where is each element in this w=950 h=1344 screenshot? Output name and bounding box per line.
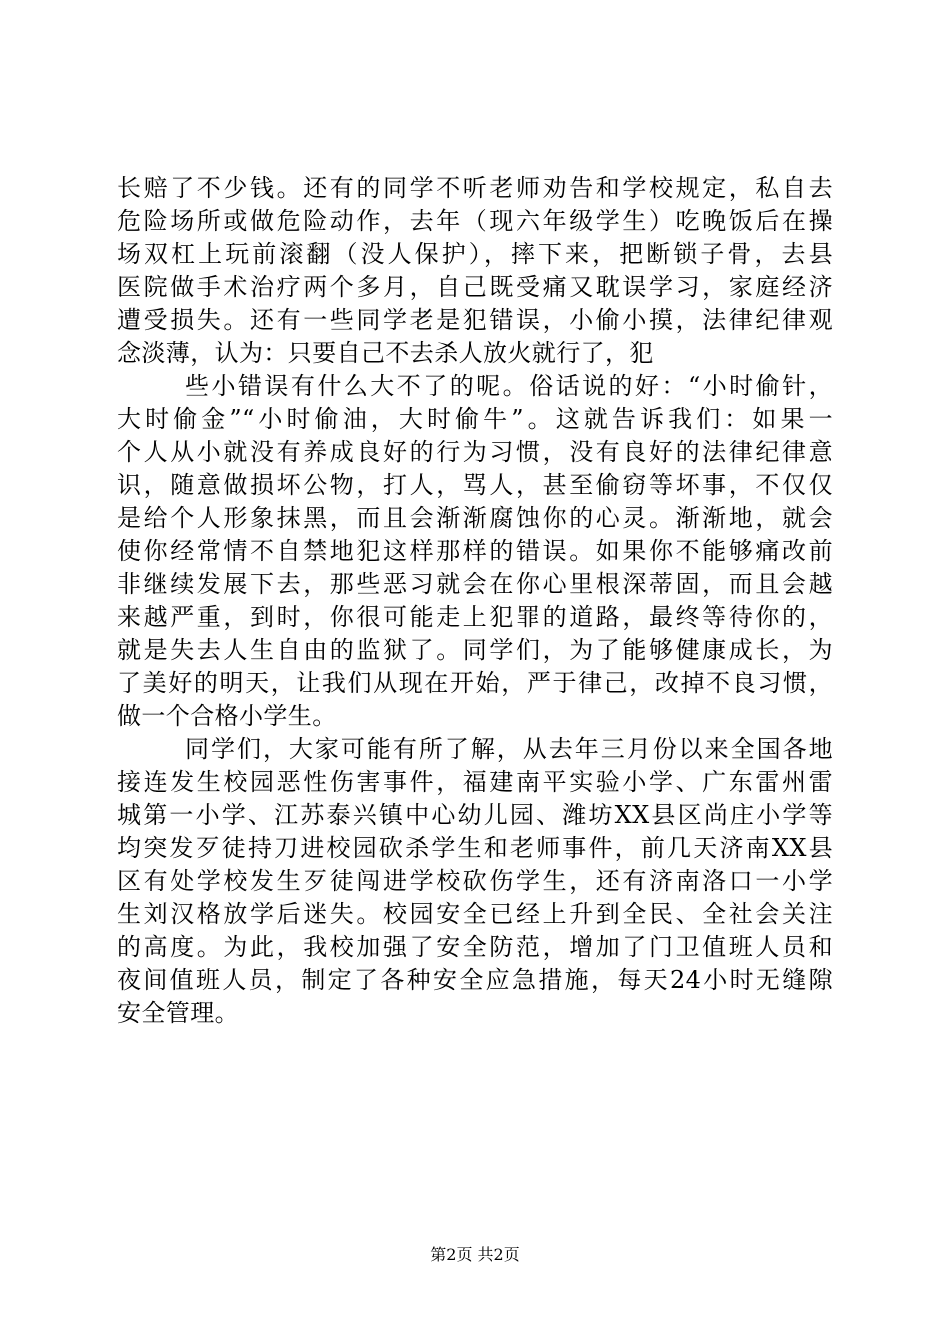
text-line: 的高度。为此，我校加强了安全防范，增加了门卫值班人员和: [117, 933, 833, 961]
text-line: 做一个合格小学生。: [117, 702, 337, 730]
page-footer: 第2页 共2页: [430, 1245, 520, 1264]
text-line: 些小错误有什么大不了的呢。俗话说的好：“小时偷针，: [185, 372, 833, 400]
text-line: 场双杠上玩前滚翻（没人保护），摔下来，把断锁子骨，去县: [117, 240, 833, 268]
text-line: 遭受损失。还有一些同学老是犯错误，小偷小摸，法律纪律观: [117, 306, 833, 334]
text-line: 长赔了不少钱。还有的同学不听老师劝告和学校规定，私自去: [117, 174, 833, 202]
text-line: 念淡薄，认为：只要自己不去杀人放火就行了，犯: [117, 339, 654, 367]
text-line: 识，随意做损坏公物，打人，骂人，甚至偷窃等坏事，不仅仅: [117, 471, 833, 499]
document-body: [117, 172, 833, 1030]
text-line: 区有处学校发生歹徒闯进学校砍伤学生，还有济南洛口一小学: [117, 867, 833, 895]
text-line: 城第一小学、江苏泰兴镇中心幼儿园、潍坊XX县区尚庄小学等: [117, 801, 833, 829]
text-line: 危险场所或做危险动作，去年（现六年级学生）吃晚饭后在操: [117, 207, 833, 235]
text-line: 大时偷金”“小时偷油，大时偷牛”。这就告诉我们：如果一: [117, 405, 833, 433]
text-line: 夜间值班人员，制定了各种安全应急措施，每天24小时无缝隙: [117, 966, 833, 994]
text-line: 使你经常情不自禁地犯这样那样的错误。如果你不能够痛改前: [117, 537, 833, 565]
text-line: 接连发生校园恶性伤害事件，福建南平实验小学、广东雷州雷: [117, 768, 833, 796]
text-line: 安全管理。: [117, 999, 239, 1027]
text-line: 就是失去人生自由的监狱了。同学们，为了能够健康成长，为: [117, 636, 833, 664]
text-line: 来越严重，到时，你很可能走上犯罪的道路，最终等待你的，: [117, 603, 833, 631]
text-line: 是给个人形象抹黑，而且会渐渐腐蚀你的心灵。渐渐地，就会: [117, 504, 833, 532]
text-line: 均突发歹徒持刀进校园砍杀学生和老师事件，前几天济南XX县: [117, 834, 833, 862]
text-line: 同学们，大家可能有所了解，从去年三月份以来全国各地: [185, 735, 833, 763]
text-line: 了美好的明天，让我们从现在开始，严于律己，改掉不良习惯，: [117, 669, 833, 697]
text-line: 医院做手术治疗两个多月，自己既受痛又耽误学习，家庭经济: [117, 273, 833, 301]
text-line: 个人从小就没有养成良好的行为习惯，没有良好的法律纪律意: [117, 438, 833, 466]
text-line: 非继续发展下去，那些恶习就会在你心里根深蒂固，而且会越: [117, 570, 833, 598]
text-line: 生刘汉格放学后迷失。校园安全已经上升到全民、全社会关注: [117, 900, 833, 928]
